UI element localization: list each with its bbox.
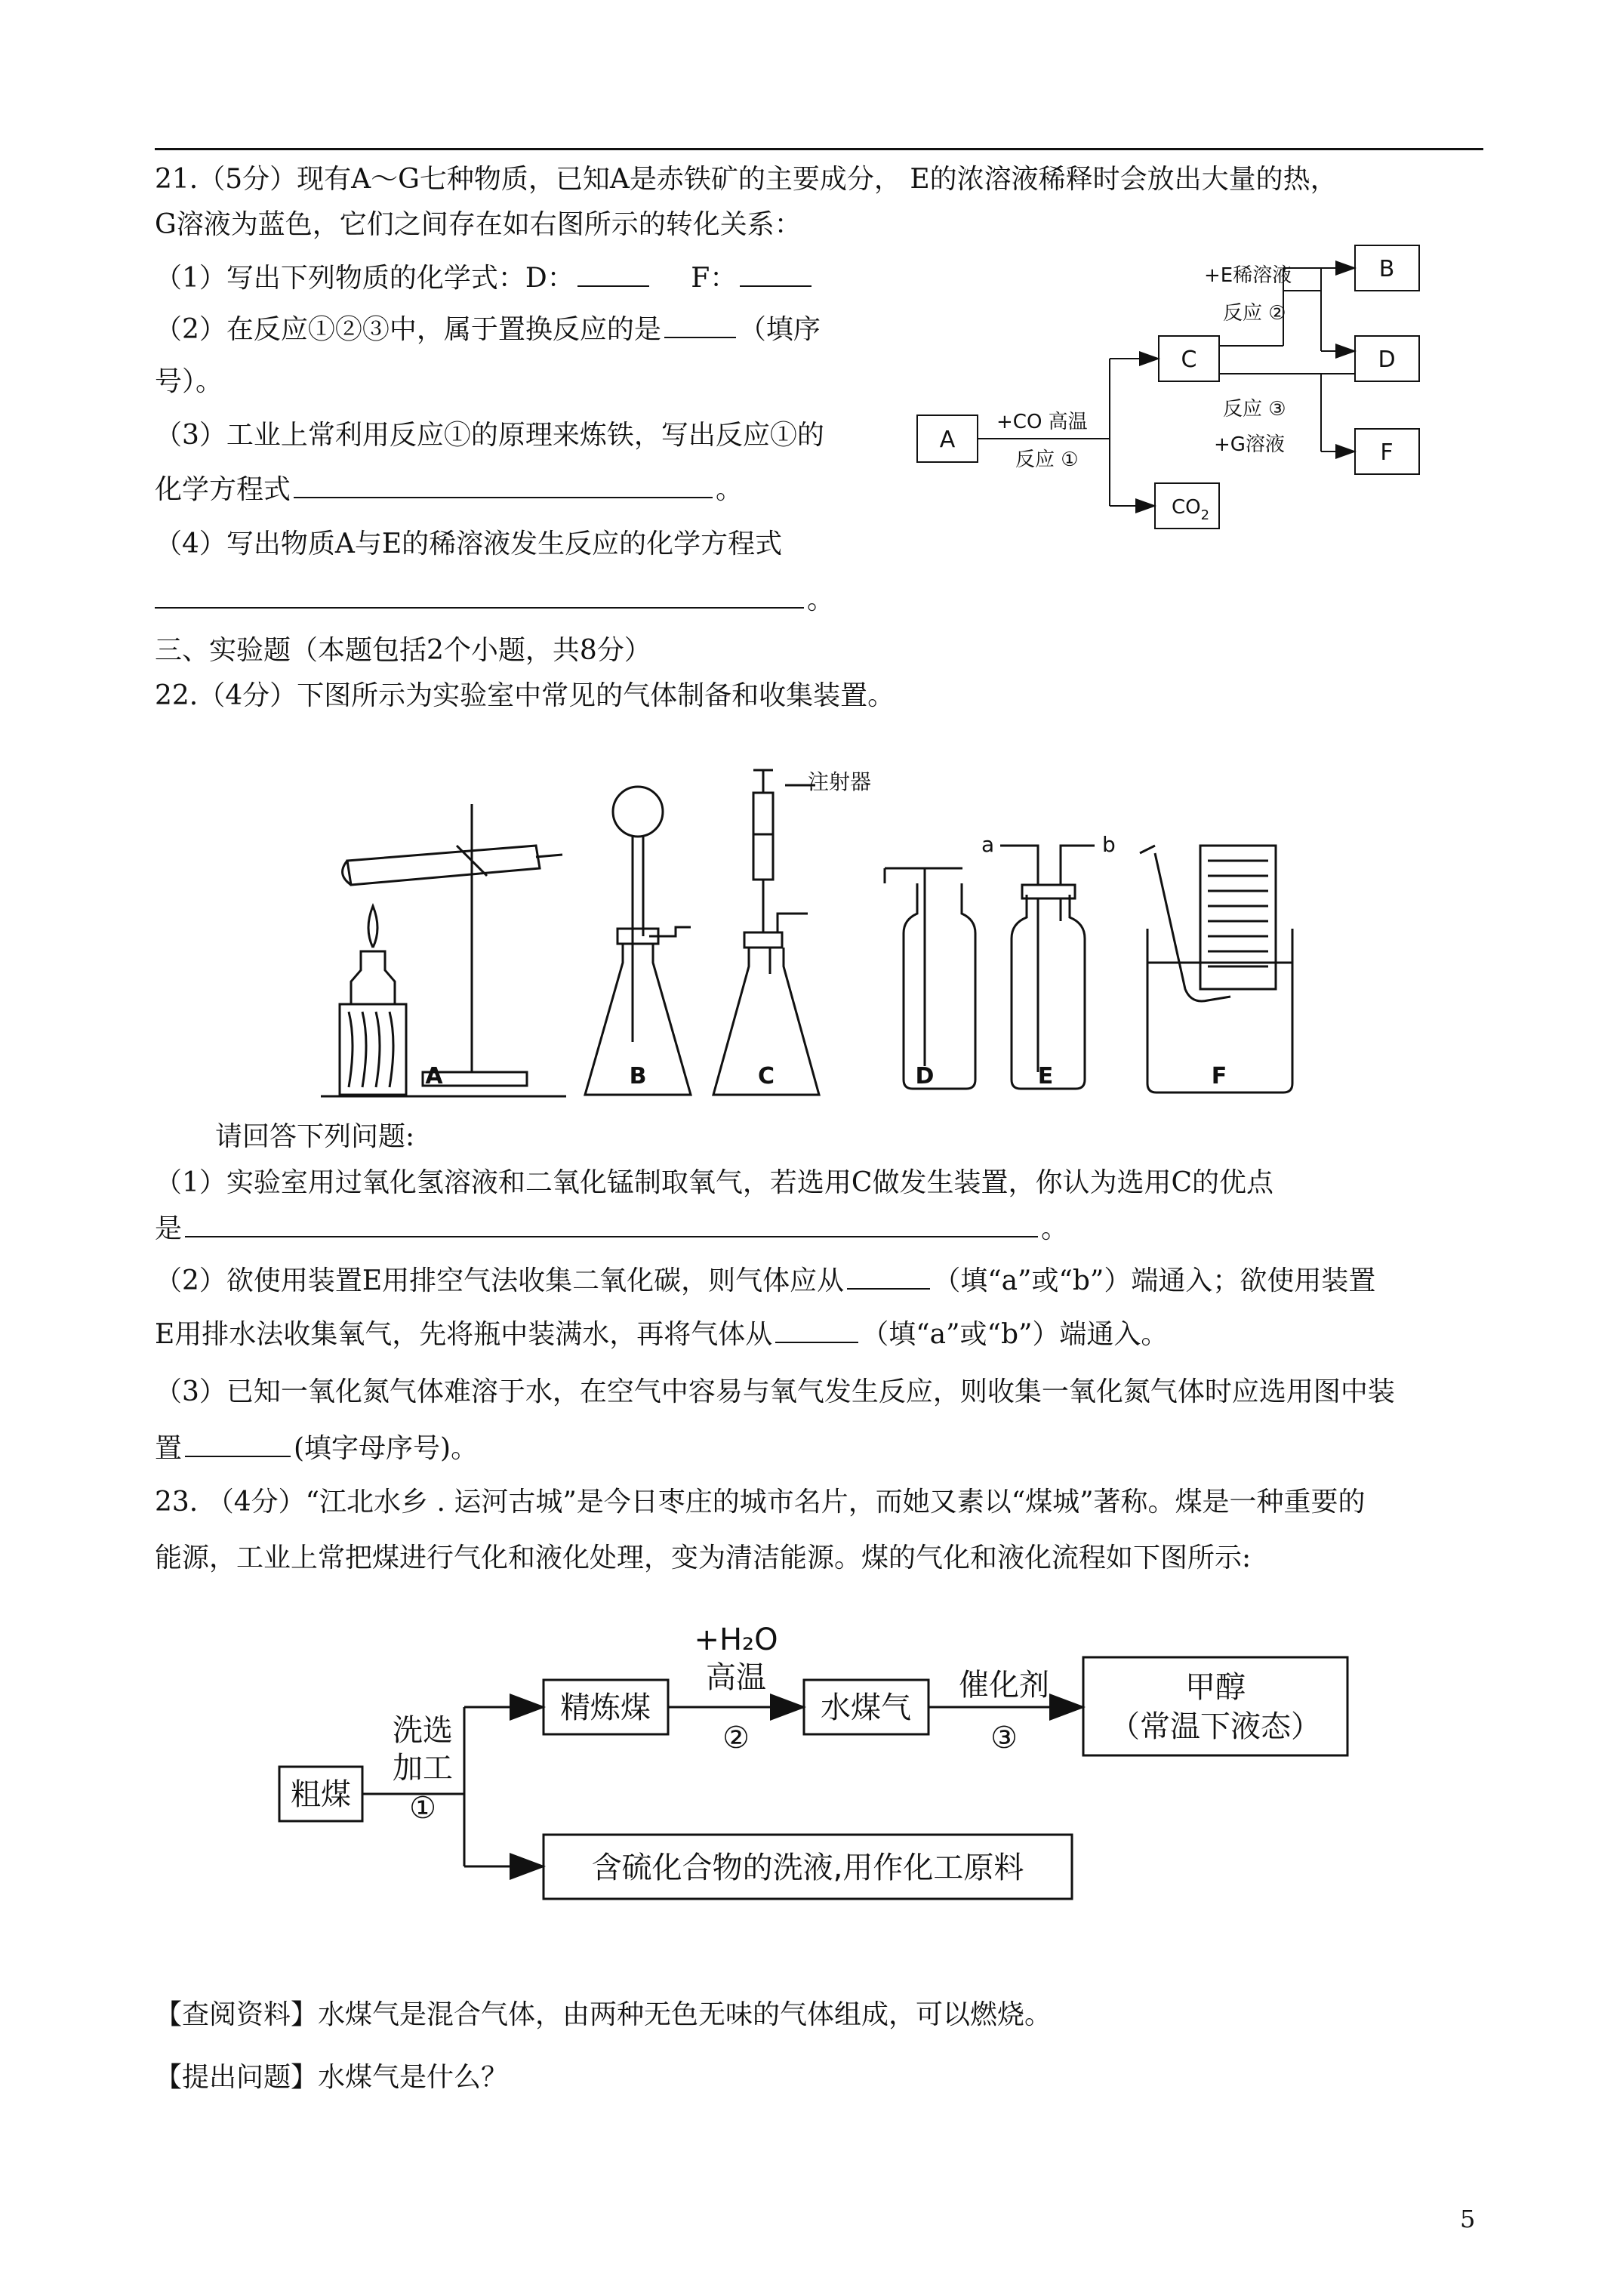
step1-wash: 洗选 <box>393 1713 453 1748</box>
step2-water: +H₂O <box>694 1623 778 1657</box>
answer-blank-f[interactable] <box>740 260 812 287</box>
reaction1-label: 反应 ① <box>1015 448 1079 471</box>
q21-part4-equation: 。 <box>155 581 834 618</box>
label-d: D <box>915 1063 935 1089</box>
diagram-node-a: A <box>939 427 956 453</box>
apparatus-a <box>321 804 566 1096</box>
q23-reference-info: 【查阅资料】水煤气是混合气体，由两种无色无味的气体组成，可以燃烧。 <box>155 1999 1052 2030</box>
q22-intro: 22.（4分）下图所示为实验室中常见的气体制备和收集装置。 <box>155 680 895 711</box>
answer-blank-no-apparatus[interactable] <box>185 1430 291 1457</box>
label-b: B <box>629 1063 647 1089</box>
q21-part2: （2）在反应①②③中，属于置换反应的是 （填序 <box>155 311 821 348</box>
reaction3-label: 反应 ③ <box>1223 398 1286 421</box>
q22-apparatus-figure <box>317 755 1389 1102</box>
diagram-node-co2: $CO_2$ <box>1172 496 1210 523</box>
q22-part1: （1）实验室用过氧化氢溶液和二氧化锰制取氧气，若选用C做发生装置，你认为选用C的优点 <box>155 1167 1273 1198</box>
apparatus-e <box>1000 846 1095 1089</box>
answer-blank-d[interactable] <box>577 260 649 287</box>
port-a-label: a <box>981 832 995 857</box>
q22-part1-answer: 是 。 <box>155 1210 1068 1247</box>
q21-part1: （1）写出下列物质的化学式：D： F： <box>155 260 815 297</box>
q23-line2: 能源，工业上常把煤进行气化和液化处理，变为清洁能源。煤的气化和液化流程如下图所示: <box>155 1542 1252 1573</box>
q23-coal-flowchart <box>272 1616 1389 1918</box>
diagram-node-b: B <box>1378 256 1395 282</box>
q23-line1: 23. （4分）“江北水乡 . 运河古城”是今日枣庄的城市名片，而她又素以“煤城”著称。煤是一种重要的 <box>155 1487 1366 1518</box>
step1-process: 加工 <box>393 1751 453 1786</box>
node-coarse-coal: 粗煤 <box>291 1777 351 1812</box>
answer-blank-co2-port[interactable] <box>847 1262 930 1290</box>
label-a: A <box>425 1063 443 1089</box>
port-b-label: b <box>1102 832 1116 857</box>
reaction1-condition: +CO 高温 <box>996 411 1088 433</box>
diagram-node-d: D <box>1378 347 1396 373</box>
node-byproduct: 含硫化合物的洗液,用作化工原料 <box>591 1851 1024 1885</box>
reaction2-condition: +E稀溶液 <box>1204 264 1292 287</box>
section-3-heading: 三、实验题（本题包括2个小题，共8分） <box>155 635 651 666</box>
step3-catalyst: 催化剂 <box>959 1668 1049 1703</box>
label-c: C <box>757 1063 775 1089</box>
q22-apparatus-labels <box>317 1053 1389 1099</box>
label-e: E <box>1037 1063 1054 1089</box>
apparatus-b <box>585 787 691 1095</box>
q22-part3: （3）已知一氧化氮气体难溶于水，在空气中容易与氧气发生反应，则收集一氧化氮气体时应选用图中装 <box>155 1376 1395 1407</box>
q22-part2: （2）欲使用装置E用排空气法收集二氧化碳，则气体应从 （填“a”或“b”）端通入；欲使用装置 <box>155 1262 1375 1299</box>
answer-blank-o2-port[interactable] <box>775 1316 858 1343</box>
q21-line1: 21.（5分）现有A～G七种物质，已知A是赤铁矿的主要成分， E的浓溶液稀释时会放出大量的热， <box>155 164 1338 195</box>
answer-blank-advantage[interactable] <box>185 1210 1038 1237</box>
node-methanol: 甲醇 <box>1185 1670 1246 1705</box>
q22-prompt: 请回答下列问题: <box>215 1121 415 1152</box>
answer-blank-equation2[interactable] <box>155 581 804 609</box>
label-f: F <box>1211 1063 1227 1089</box>
q22-part2-cont: E用排水法收集氧气，先将瓶中装满水，再将气体从 （填“a”或“b”）端通入。 <box>155 1316 1168 1353</box>
diagram-node-c: C <box>1181 347 1197 373</box>
syringe-label: 注射器 <box>808 769 872 794</box>
q22-part3-answer: 置 (填字母序号)。 <box>155 1430 478 1467</box>
step3-number: ③ <box>990 1721 1018 1755</box>
node-water-gas: 水煤气 <box>821 1690 911 1725</box>
answer-blank-displacement[interactable] <box>664 311 736 338</box>
apparatus-c <box>713 770 819 1095</box>
node-methanol-state: （常温下液态） <box>1110 1709 1321 1744</box>
q21-part3-equation: 化学方程式 。 <box>155 471 743 508</box>
q21-part3: （3）工业上常利用反应①的原理来炼铁，写出反应①的 <box>155 420 824 451</box>
page-number: 5 <box>1460 2205 1476 2233</box>
reaction3-condition: +G溶液 <box>1214 433 1285 456</box>
q23-question: 【提出问题】水煤气是什么？ <box>155 2062 509 2093</box>
top-rule <box>155 148 1483 150</box>
diagram-node-f: F <box>1380 439 1394 466</box>
step2-high-temp: 高温 <box>706 1660 766 1695</box>
q21-transformation-diagram <box>906 234 1480 536</box>
reaction2-label: 反应 ② <box>1223 302 1286 325</box>
q21-part4: （4）写出物质A与E的稀溶液发生反应的化学方程式 <box>155 529 783 559</box>
q21-line2: G溶液为蓝色，它们之间存在如右图所示的转化关系： <box>155 209 802 240</box>
q21-part2-end: 号）。 <box>155 366 223 397</box>
step1-number: ① <box>409 1791 436 1826</box>
node-refined-coal: 精炼煤 <box>560 1690 651 1725</box>
step2-number: ② <box>722 1721 750 1755</box>
answer-blank-equation1[interactable] <box>294 471 713 498</box>
